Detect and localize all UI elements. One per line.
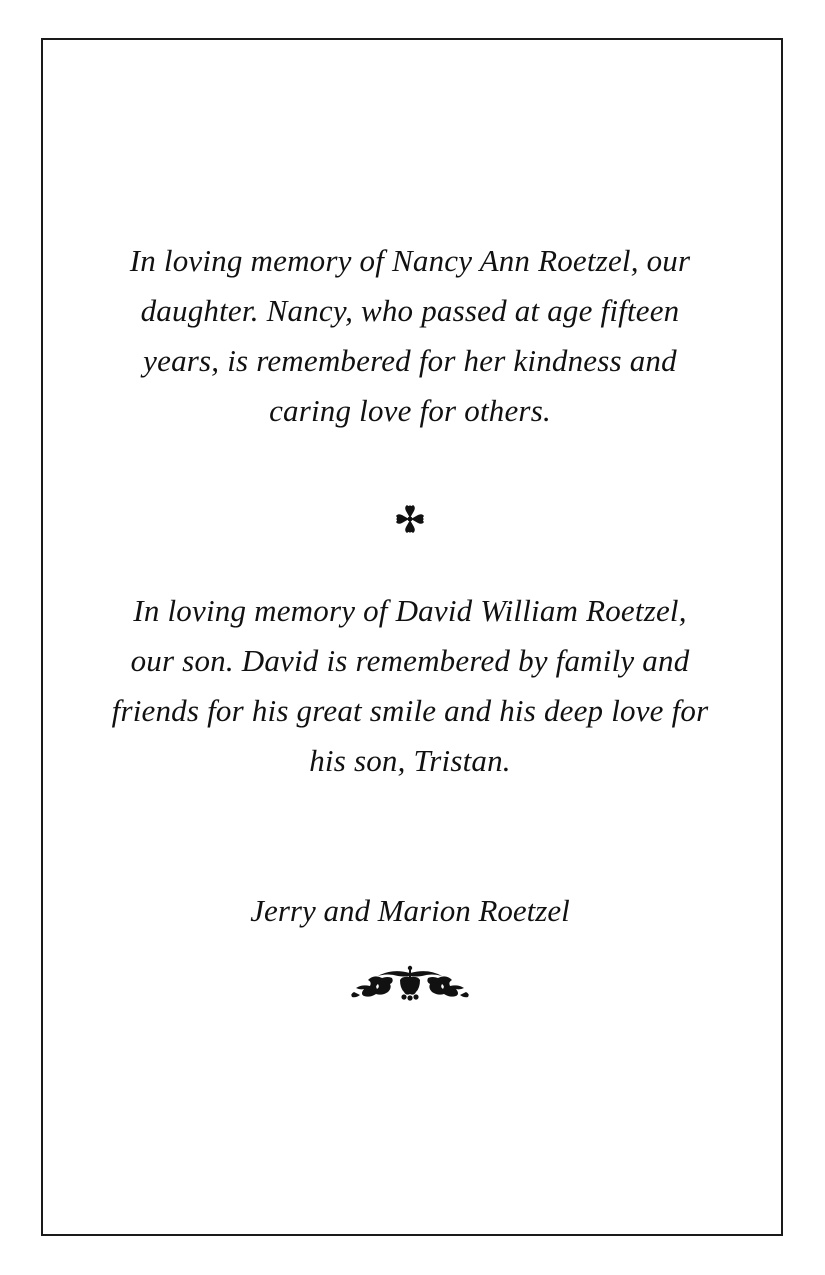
cross-pattee-icon [393, 502, 427, 536]
text-line: years, is remembered for her kindness and [143, 343, 677, 378]
text-line: caring love for others. [269, 393, 551, 428]
signature: Jerry and Marion Roetzel [250, 893, 570, 928]
text-line: his son, Tristan. [309, 743, 511, 778]
text-line: daughter. Nancy, who passed at age fifteen [140, 293, 680, 328]
text-line: In loving memory of David William Roetzel, [133, 593, 687, 628]
memorial-paragraph-david [60, 586, 760, 786]
text-line: friends for his great smile and his deep love for [111, 693, 709, 728]
floral-swag-icon [348, 964, 472, 1004]
text-line: our son. David is remembered by family and [130, 643, 690, 678]
memorial-paragraph-nancy [60, 236, 760, 436]
text-line: In loving memory of Nancy Ann Roetzel, our [129, 243, 691, 278]
